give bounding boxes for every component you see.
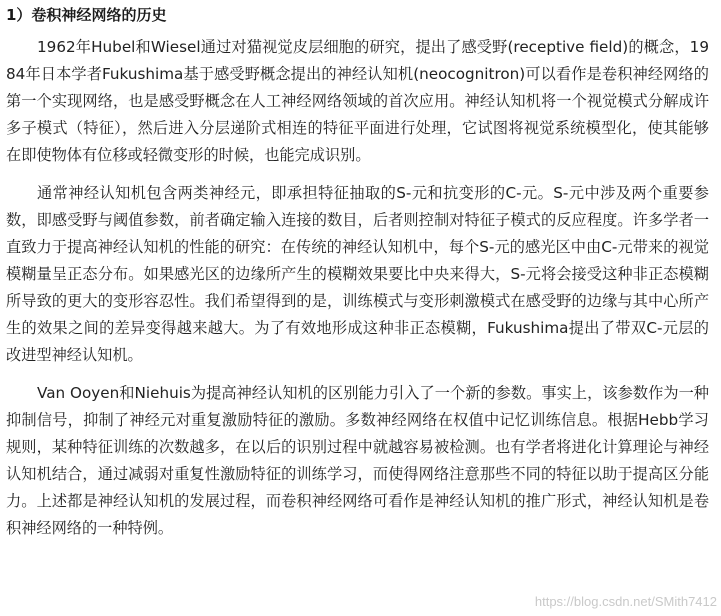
paragraph-neuron-types: 通常神经认知机包含两类神经元，即承担特征抽取的S-元和抗变形的C-元。S-元中涉及两个重要参数，即感受野与阈值参数，前者确定输入连接的数目，后者则控制对特征子模式的反应程度。许多学者一直致力于提高神经认知机的性能的研究：在传统的神经认知机中，每个S-元的感光区中由C-元带来的视觉模糊量呈正态分布。如果感光区的边缘所产生的模糊效果要比中央来得大，S-元将会接受这种非正态模糊所导致的更大的变形容忍性。我们希望得到的是，训练模式与变形刺激模式在感受野的边缘与其中心所产生的效果之间的差异变得越来越大。为了有效地形成这种非正态模糊，Fukushima提出了带双C-元层的改进型神经认知机。	[6, 184, 709, 364]
section-heading: 1）卷积神经网络的历史	[6, 6, 167, 24]
paragraph-history-intro: 1962年Hubel和Wiesel通过对猫视觉皮层细胞的研究，提出了感受野(receptive field)的概念，1984年日本学者Fukushima基于感受野概念提出的神经认知机(neocognitron)可以看作是卷积神经网络的第一个实现网络，也是感受野概念在人工神经网络领域的首次应用。神经认知机将一个视觉模式分解成许多子模式（特征），然后进入分层递阶式相连的特征平面进行处理，它试图将视觉系统模型化，使其能够在即使物体有位移或轻微变形的时候，也能完成识别。	[6, 38, 709, 164]
paragraph-improvements: Van Ooyen和Niehuis为提高神经认知机的区别能力引入了一个新的参数。事实上，该参数作为一种抑制信号，抑制了神经元对重复激励特征的激励。多数神经网络在权值中记忆训练信息。根据Hebb学习规则，某种特征训练的次数越多，在以后的识别过程中就越容易被检测。也有学者将进化计算理论与神经认知机结合，通过减弱对重复性激励特征的训练学习，而使得网络注意那些不同的特征以助于提高区分能力。上述都是神经认知机的发展过程，而卷积神经网络可看作是神经认知机的推广形式，神经认知机是卷积神经网络的一种特例。	[6, 384, 709, 537]
source-watermark: https://blog.csdn.net/SMith7412	[534, 594, 717, 609]
